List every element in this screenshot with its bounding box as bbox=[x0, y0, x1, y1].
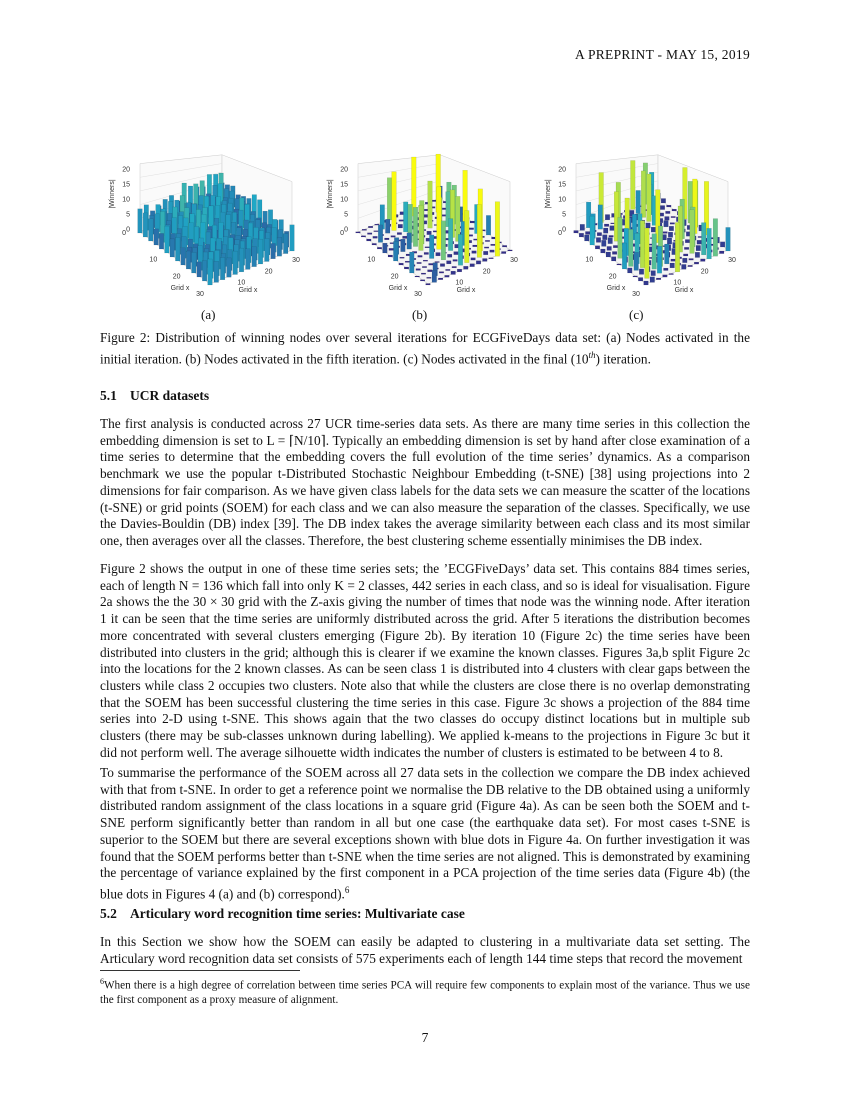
bar bbox=[246, 249, 251, 270]
figure-2-caption bbox=[100, 330, 750, 367]
bar bbox=[590, 216, 595, 245]
z-tick-label: 0 bbox=[344, 226, 348, 234]
x-tick-label: 10 bbox=[367, 256, 376, 264]
bar bbox=[367, 239, 372, 241]
bar bbox=[283, 234, 288, 254]
bar bbox=[671, 216, 676, 217]
z-tick-label: 10 bbox=[122, 196, 130, 204]
bar bbox=[385, 238, 390, 240]
z-tick-label: 20 bbox=[340, 166, 348, 174]
bar bbox=[421, 273, 426, 274]
bar bbox=[644, 281, 649, 285]
bar bbox=[453, 260, 458, 262]
paragraph-db-summary bbox=[100, 765, 750, 903]
bar bbox=[701, 223, 706, 255]
bar bbox=[667, 238, 672, 244]
x-tick-label: 20 bbox=[608, 273, 617, 281]
bar bbox=[447, 261, 452, 264]
bar bbox=[660, 206, 665, 210]
bar bbox=[445, 275, 450, 277]
bar bbox=[277, 237, 282, 256]
bar bbox=[175, 237, 180, 261]
z-tick-label: 5 bbox=[344, 211, 348, 219]
bar bbox=[290, 225, 295, 251]
y-tick-label: 10 bbox=[455, 279, 464, 287]
x-tick-label: 20 bbox=[390, 273, 399, 281]
bar bbox=[403, 236, 408, 238]
bar bbox=[483, 259, 488, 262]
bar bbox=[607, 246, 612, 250]
bar bbox=[143, 213, 148, 237]
bar bbox=[458, 234, 463, 265]
bar bbox=[470, 264, 475, 267]
paragraph-ecgfivedays: Figure 2 shows the output in one of these time series sets; the ’ECGFiveDays’ data set. This contains 884 times series, each of length N = 136 which fall into only K = 2 classes, 442 series in each class, and so is ideal for visualisation. Figure 2a shows the the 30 × 30 grid with the Z-axis giving the number of times that node was the winning node. After iteration 1 it can be seen that the time series are uniformly distributed across the grid. After 5 iterations the distribution becomes more concentrated with several clusters emerging (Figure 2b). By iteration 10 (Figure 2c) the time series have been distributed into clusters in the grid; although this is clearer if we examine the known classes. Figures 3a,b split Figure 2c into the locations for the 2 known classes. As can be seen class 1 is distributed into 4 clusters with clear gaps between the clusters while class 2 occupies two clusters. Note also that while the clusters are close there is no overlap demonstrating that the SOEM has been successful clustering the time series in this case. Figure 3c shows a projection of the 884 time series into 2-D using t-SNE. This shows again that the two classes do occupy distinct locations but in multiple sub clusters (there may be sub-classes unknown during labelling). We applied k-means to the projections in Figure 3c but it did not perform well. The average silhouette width indicates the number of clusters is estimated to be between 4 to 8. bbox=[100, 561, 750, 760]
bar bbox=[605, 215, 610, 220]
bar bbox=[611, 257, 616, 261]
bar bbox=[428, 181, 433, 228]
y-axis-label: Grid x bbox=[456, 287, 476, 294]
bar bbox=[664, 221, 669, 227]
bar bbox=[425, 247, 430, 248]
origin-tick-label: 0 bbox=[558, 230, 562, 237]
bar bbox=[429, 263, 434, 265]
z-tick-label: 10 bbox=[558, 196, 566, 204]
bar bbox=[448, 219, 453, 251]
bar bbox=[701, 259, 706, 262]
bar bbox=[418, 255, 423, 257]
bar bbox=[669, 274, 674, 275]
bar bbox=[603, 235, 608, 240]
surface-panel-1 bbox=[138, 155, 295, 285]
x-axis-label: Grid x bbox=[388, 285, 408, 292]
bar bbox=[483, 251, 488, 255]
bar bbox=[413, 207, 418, 246]
bar bbox=[629, 229, 634, 266]
bar bbox=[437, 187, 442, 249]
bar bbox=[416, 269, 421, 271]
bar bbox=[367, 233, 372, 235]
bar bbox=[484, 247, 489, 248]
bar bbox=[476, 261, 481, 264]
bar bbox=[393, 241, 398, 261]
bar bbox=[650, 277, 655, 283]
bar bbox=[233, 251, 238, 274]
figure-2-panels bbox=[100, 124, 750, 304]
bar bbox=[663, 275, 668, 277]
bar bbox=[657, 246, 662, 273]
bar bbox=[436, 253, 441, 256]
bar bbox=[435, 262, 440, 263]
bar bbox=[258, 239, 263, 264]
bar bbox=[495, 202, 500, 257]
footnote-text: When there is a high degree of correlation between time series PCA will require few components to explain most of the variance. Thus we use the first component as a proxy measure of alignment. bbox=[100, 979, 750, 1006]
bar bbox=[399, 263, 404, 265]
bar bbox=[454, 252, 459, 255]
paragraph-ucr-intro: The first analysis is conducted across 27 UCR time-series data sets. As there are many time series in this collection the embedding dimension is set to L = ⌈N/10⌉. Typically an embedding dimension is set by hand after close examination of a time series to determine that the embedding covers the full evolution of the time series’ dynamics. As a comparison benchmark we use the popular t-Distributed Stochastic Neighbour Embedding (t-SNE) [38] using projections into 2 dimensions for fair comparison. As we have given class labels for the data sets we can measure the scatter of the locations (t-SNE) or grid points (SOEM) for each class and we can also measure the separation of the classes. Specifically, we use the Davies-Bouldin (DB) index [39]. The DB index takes the average similarity between each class and its most similar one, then averages over all the classes. Therefore, the best clustering scheme essentially minimises the DB index. bbox=[100, 416, 750, 548]
surface-panel-2 bbox=[356, 154, 513, 285]
bar bbox=[631, 161, 636, 210]
bar bbox=[636, 190, 641, 213]
bar bbox=[392, 172, 397, 231]
bar bbox=[641, 171, 646, 218]
bar bbox=[378, 225, 383, 243]
footnote-rule bbox=[100, 970, 300, 971]
bar bbox=[165, 226, 170, 253]
bar bbox=[489, 258, 494, 259]
bar bbox=[374, 231, 379, 232]
bar bbox=[596, 238, 601, 243]
bar bbox=[609, 235, 614, 237]
bar bbox=[603, 228, 608, 233]
bar bbox=[387, 178, 392, 220]
bar bbox=[633, 276, 638, 277]
bar bbox=[601, 249, 606, 253]
bar bbox=[651, 271, 656, 276]
bar bbox=[639, 269, 644, 275]
bar bbox=[617, 264, 622, 265]
y-tick-label: 30 bbox=[728, 257, 736, 264]
caption-text: Figure 2: Distribution of winning nodes over several iterations for ECGFiveDays data set: (a) Nodes activated in the initial iteration. (b) Nodes activated in the fifth iteration. (c) Nodes activated in the final (10 bbox=[100, 330, 750, 366]
bar bbox=[457, 269, 462, 272]
bar bbox=[683, 254, 688, 256]
bar bbox=[726, 227, 731, 251]
bar bbox=[597, 233, 602, 236]
bar bbox=[490, 250, 495, 252]
caption-suffix: ) iteration. bbox=[595, 350, 651, 366]
bar bbox=[471, 258, 476, 260]
bar bbox=[579, 233, 584, 237]
bar bbox=[427, 277, 432, 278]
bar bbox=[451, 271, 456, 274]
bar bbox=[608, 238, 613, 244]
bar bbox=[361, 236, 366, 237]
bar bbox=[598, 205, 603, 229]
bar bbox=[419, 205, 424, 250]
y-tick-label: 10 bbox=[237, 279, 246, 287]
section-title: UCR datasets bbox=[130, 388, 210, 403]
bar bbox=[612, 252, 617, 255]
bar bbox=[441, 221, 446, 260]
x-tick-label: 30 bbox=[414, 291, 422, 298]
bar bbox=[432, 270, 437, 282]
bar bbox=[652, 234, 657, 269]
bar bbox=[439, 272, 444, 274]
z-tick-label: 5 bbox=[562, 211, 566, 219]
section-heading-5-2 bbox=[100, 906, 465, 922]
bar bbox=[186, 251, 191, 269]
bar bbox=[426, 284, 431, 286]
footnote-6 bbox=[100, 975, 750, 1007]
caption-superscript: th bbox=[588, 349, 596, 360]
bar bbox=[667, 205, 672, 207]
surface-panel-3 bbox=[574, 155, 731, 285]
z-tick-label: 20 bbox=[558, 166, 566, 174]
z-tick-label: 0 bbox=[126, 226, 130, 234]
bar bbox=[684, 247, 689, 249]
bar bbox=[422, 266, 427, 267]
y-axis-label: Grid x bbox=[238, 287, 258, 294]
bar bbox=[669, 226, 674, 231]
running-header: A PREPRINT - MAY 15, 2019 bbox=[574, 47, 750, 62]
bar bbox=[399, 220, 404, 222]
y-axis-label: Grid x bbox=[674, 287, 694, 294]
bar bbox=[670, 263, 675, 268]
bar bbox=[377, 247, 382, 249]
bar bbox=[683, 258, 688, 263]
bar bbox=[373, 236, 378, 238]
bar bbox=[271, 244, 276, 259]
bar bbox=[486, 215, 491, 235]
bar bbox=[665, 217, 670, 221]
z-tick-label: 15 bbox=[340, 181, 348, 189]
x-axis-label: Grid x bbox=[170, 285, 190, 292]
figure-2-subfigure-labels bbox=[100, 307, 750, 323]
bar bbox=[469, 228, 474, 230]
bar bbox=[491, 244, 496, 246]
subfigure-label-b: (b) bbox=[412, 307, 428, 322]
bar bbox=[696, 245, 701, 250]
bar bbox=[720, 242, 725, 247]
subfigure-label-a: (a) bbox=[201, 307, 216, 322]
bar bbox=[410, 252, 415, 273]
bar bbox=[192, 252, 197, 273]
bar bbox=[415, 276, 420, 277]
subfigure-label-c: (c) bbox=[629, 307, 644, 322]
paragraph-db-summary-text: To summarise the performance of the SOEM across all 27 data sets in the collection we compare the DB index achieved with that from t-SNE. In order to get a reference point we normalise the DB relative to the DB obtained using a uniformly distributed random assignment of the class locations in a square grid (Figure 4a). As can be seen both the SOEM and t-SNE perform significantly better than random in all but one case (the earthquake data set). For most cases t-SNE is superior to the SOEM but there are several exceptions shown with blue dots in Figure 4a. On further investigation it was found that the SOEM performs better than t-SNE when the time series are not aligned. This is demonstrated by examining the percentage of variance explained by the first component in a PCA projection of the time series data (Figure 4b) (the blue dots in Figures 4 (a) and (b) correspond). bbox=[100, 765, 750, 902]
bar bbox=[428, 270, 433, 272]
y-tick-label: 20 bbox=[482, 268, 491, 276]
bar bbox=[672, 209, 677, 211]
bar bbox=[465, 211, 470, 263]
bar bbox=[391, 236, 396, 238]
z-tick-label: 0 bbox=[562, 226, 566, 234]
bar bbox=[574, 231, 579, 234]
y-tick-label: 10 bbox=[673, 279, 682, 287]
bar bbox=[440, 264, 445, 267]
bar bbox=[170, 239, 175, 257]
bar bbox=[671, 259, 676, 261]
bar bbox=[697, 240, 702, 244]
bar bbox=[397, 233, 402, 235]
bar bbox=[502, 245, 507, 247]
bar bbox=[634, 252, 639, 270]
y-tick-label: 20 bbox=[264, 268, 273, 276]
x-tick-label: 10 bbox=[149, 256, 158, 264]
bar bbox=[613, 245, 618, 247]
bar bbox=[604, 224, 609, 227]
z-tick-label: 15 bbox=[558, 181, 566, 189]
bar bbox=[485, 240, 490, 241]
paragraph-articulary: In this Section we show how the SOEM can easily be adapted to clustering in a multivariate data set setting. The Articulary word recognition data set consists of 575 experiments each of length 144 time steps that record the movement bbox=[100, 934, 750, 966]
y-tick-label: 30 bbox=[292, 257, 300, 264]
bar bbox=[197, 262, 202, 277]
bar bbox=[618, 217, 623, 258]
bar bbox=[464, 266, 469, 269]
bar bbox=[400, 257, 405, 258]
bar bbox=[388, 255, 393, 257]
bar bbox=[689, 259, 694, 261]
bar bbox=[427, 231, 432, 235]
bar bbox=[640, 221, 645, 268]
bar bbox=[580, 224, 585, 230]
bar bbox=[401, 239, 406, 252]
bar bbox=[668, 232, 673, 237]
bar bbox=[508, 250, 513, 251]
bar bbox=[646, 223, 651, 228]
bar bbox=[472, 251, 477, 254]
bar bbox=[214, 261, 219, 282]
bar bbox=[694, 262, 699, 264]
bar bbox=[661, 199, 666, 204]
bar bbox=[606, 252, 611, 257]
bar bbox=[154, 229, 159, 245]
bar bbox=[647, 174, 652, 222]
origin-tick-label: 0 bbox=[340, 230, 344, 237]
bar bbox=[690, 210, 695, 254]
bar bbox=[682, 264, 687, 269]
bar bbox=[645, 228, 650, 278]
bar bbox=[665, 244, 670, 264]
bar bbox=[695, 252, 700, 257]
bar bbox=[407, 233, 412, 249]
x-tick-label: 30 bbox=[632, 291, 640, 298]
bar bbox=[265, 238, 270, 261]
footnote-marker: 6 bbox=[344, 884, 350, 895]
bar bbox=[424, 252, 429, 254]
bar bbox=[651, 227, 656, 232]
bar bbox=[666, 211, 671, 213]
page-number: 7 bbox=[421, 1030, 429, 1045]
bar bbox=[403, 202, 408, 232]
section-number: 5.2 bbox=[100, 906, 117, 921]
bar bbox=[688, 265, 693, 266]
bar bbox=[638, 278, 643, 282]
bar bbox=[595, 246, 600, 249]
bar bbox=[429, 235, 434, 259]
bar bbox=[405, 261, 410, 262]
origin-tick-label: 0 bbox=[122, 230, 126, 237]
footnote-number: 6 bbox=[100, 977, 104, 986]
bar bbox=[372, 243, 377, 245]
bar bbox=[585, 235, 590, 241]
z-tick-label: 10 bbox=[340, 196, 348, 204]
figure-2 bbox=[100, 124, 750, 324]
z-axis-label: |Winners| bbox=[327, 179, 334, 209]
bar bbox=[220, 258, 225, 280]
x-tick-label: 20 bbox=[172, 273, 181, 281]
section-heading-5-1 bbox=[100, 388, 209, 404]
bar bbox=[675, 223, 680, 272]
x-tick-label: 10 bbox=[585, 256, 594, 264]
bar bbox=[610, 226, 615, 231]
bar bbox=[404, 267, 409, 269]
bar bbox=[417, 262, 422, 263]
bar bbox=[420, 280, 425, 281]
bar bbox=[362, 229, 367, 230]
bar bbox=[622, 243, 627, 269]
bar bbox=[383, 243, 388, 253]
bar bbox=[385, 219, 390, 233]
bar bbox=[239, 248, 244, 272]
bar bbox=[149, 219, 154, 241]
bar bbox=[368, 226, 373, 228]
bar bbox=[356, 232, 361, 233]
bar bbox=[719, 251, 724, 254]
bar bbox=[252, 247, 257, 267]
bar bbox=[452, 266, 457, 268]
bar bbox=[159, 233, 164, 249]
bar bbox=[656, 278, 661, 280]
z-tick-label: 15 bbox=[122, 181, 130, 189]
z-tick-label: 20 bbox=[122, 166, 130, 174]
y-tick-label: 30 bbox=[510, 257, 518, 264]
bar bbox=[446, 269, 451, 270]
bar bbox=[181, 248, 186, 265]
x-tick-label: 30 bbox=[196, 291, 204, 298]
bar bbox=[477, 205, 482, 258]
z-tick-label: 5 bbox=[126, 211, 130, 219]
bar bbox=[138, 209, 143, 233]
bar bbox=[208, 259, 213, 285]
bar bbox=[664, 268, 669, 270]
bar bbox=[202, 261, 207, 281]
bar bbox=[470, 221, 475, 223]
z-axis-label: |Winners| bbox=[109, 179, 116, 209]
bar bbox=[227, 258, 232, 277]
section-title: Articulary word recognition time series: Multivariate case bbox=[130, 906, 465, 921]
x-axis-label: Grid x bbox=[606, 285, 626, 292]
bar bbox=[501, 252, 506, 254]
bar bbox=[423, 260, 428, 261]
y-tick-label: 20 bbox=[700, 268, 709, 276]
bar bbox=[389, 248, 394, 250]
bar bbox=[685, 240, 690, 243]
bar bbox=[628, 268, 633, 273]
z-axis-label: |Winners| bbox=[545, 179, 552, 209]
bar bbox=[438, 278, 443, 280]
bar bbox=[670, 223, 675, 225]
bar bbox=[713, 219, 718, 257]
section-number: 5.1 bbox=[100, 388, 117, 403]
bar bbox=[447, 254, 452, 257]
bar bbox=[585, 232, 590, 235]
bar bbox=[398, 224, 403, 228]
bar bbox=[707, 228, 712, 259]
bar bbox=[663, 232, 668, 234]
bar bbox=[473, 245, 478, 247]
bar bbox=[602, 240, 607, 246]
